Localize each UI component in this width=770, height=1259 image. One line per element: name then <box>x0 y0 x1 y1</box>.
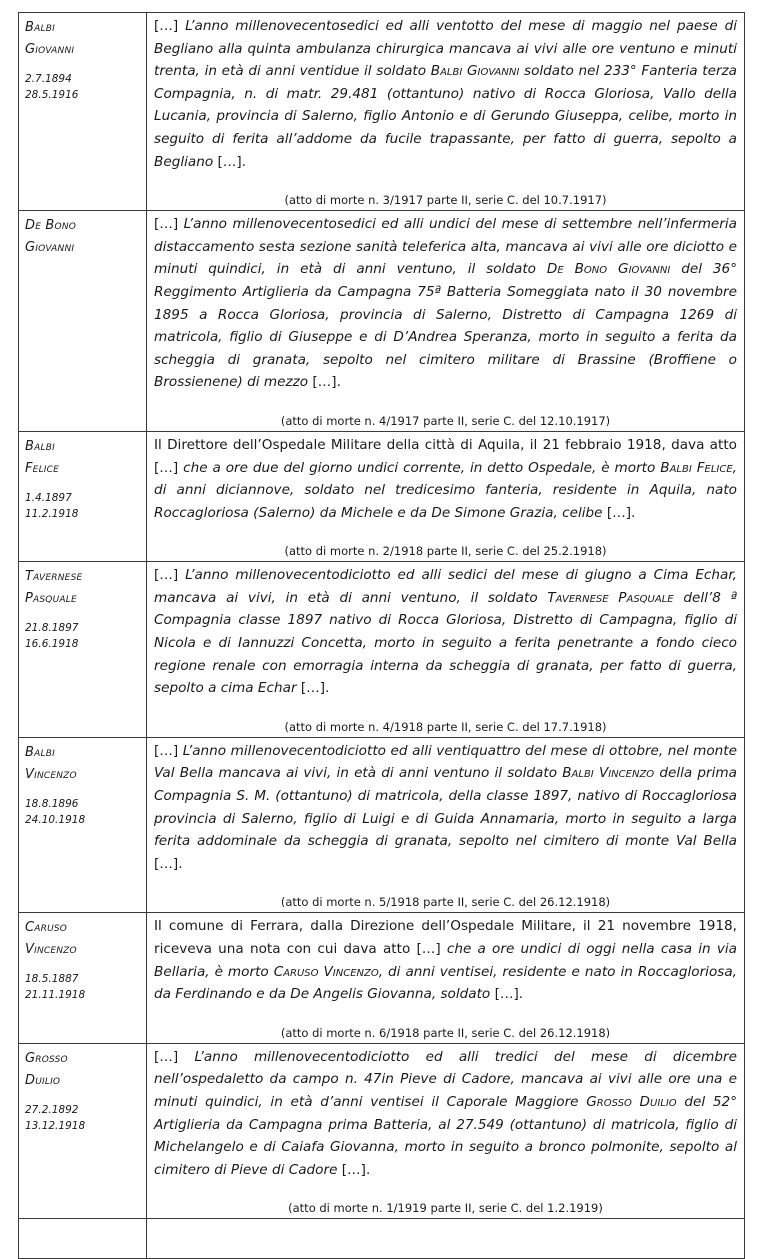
death-record-text <box>154 915 737 1005</box>
record-text-segment: […] <box>154 216 184 233</box>
record-text-segment: L’anno millenovecentosedici ed alli ventotto del mese di maggio nel paese di Begliano alla quinta ambulanza chirurgica mancava ai vivi alle ore ventuno e minuti trenta, in età di anni ventidue il soldato <box>154 18 737 80</box>
death-act-reference: (atto di morte n. 2/1918 parte II, serie C. del 25.2.1918) <box>284 544 607 559</box>
soldier-name <box>25 215 140 259</box>
surname: Caruso <box>25 920 68 936</box>
record-row <box>19 211 745 432</box>
death-record-text <box>154 15 737 173</box>
record-text-cell <box>147 913 745 1043</box>
record-text-cell <box>147 1043 745 1219</box>
record-row <box>19 913 745 1043</box>
death-record-text <box>154 740 737 876</box>
record-text-segment: […]. <box>308 374 341 391</box>
record-text-cell <box>147 431 745 561</box>
death-date: 16.6.1918 <box>25 638 79 651</box>
record-text-segment: che a ore undici di oggi nella casa in via Bellaria, è morto <box>154 941 737 980</box>
given-name: Duilio <box>25 1072 61 1088</box>
given-name: Vincenzo <box>25 766 77 782</box>
soldier-name <box>25 566 140 610</box>
given-name: Giovanni <box>25 42 75 57</box>
record-row <box>19 1043 745 1219</box>
record-text-segment: Tavernese Pasquale <box>547 589 674 606</box>
record-text-segment: […]. <box>337 1161 371 1178</box>
record-text-segment: del 52° Artiglieria da Campagna prima Batteria, al 27.549 (ottantuno) di matricola, figlio di Michelangelo e di Caiafa Giovanna, morto in seguito a bronco polmonite, sepolto al cimitero di Pieve di Cadore <box>154 1093 737 1178</box>
record-text-segment: […]. <box>602 504 636 521</box>
soldier-name <box>25 1048 140 1092</box>
record-text-segment: De Bono Giovanni <box>546 261 671 278</box>
name-cell <box>19 211 147 432</box>
life-dates <box>25 71 140 103</box>
given-name: Felice <box>25 460 60 476</box>
given-name: Vincenzo <box>25 942 77 958</box>
record-text-segment: Grosso Duilio <box>586 1093 677 1110</box>
record-text-cell <box>147 211 745 432</box>
record-text-segment: […] <box>154 567 186 584</box>
life-dates <box>25 490 140 522</box>
record-text-segment: Balbi Vincenzo <box>562 765 655 782</box>
record-text-segment: L’anno millenovecentodiciotto ed alli tredici del mese di dicembre nell’ospedaletto da campo n. 47in Pieve di Cadore, mancava ai vivi alle ore una e minuti quindici, in età d’anni ventisei il Caporale Maggiore <box>154 1048 737 1110</box>
name-cell <box>19 737 147 913</box>
record-text-segment: della prima Compagnia S. M. (ottantuno) di matricola, della classe 1897, nativo di Roccagloriosa provincia di Salerno, figlio di Luigi e di Guida Annamaria, morto in seguito a larga ferita addominale da scheggia di granata, sepolto nel cimitero di monte Val Bella <box>154 765 737 850</box>
record-row <box>19 431 745 561</box>
record-text-segment: […] <box>154 18 186 34</box>
record-text-segment: L’anno millenovecentosedici ed alli undici del mese di settembre nell’infermeria distaccamento sesta sezione sanità teleferica alta, mancava ai vivi alle ore diciotto e minuti quindici, in età di anni ventuno, il soldato <box>154 216 737 278</box>
soldier-name <box>25 17 140 61</box>
surname: Balbi <box>25 744 55 760</box>
record-text-segment: L’anno millenovecentodiciotto ed alli ventiquattro del mese di ottobre, nel monte Val Bella mancava ai vivi, in età di anni ventuno il soldato <box>154 742 737 782</box>
surname: Balbi <box>25 20 55 35</box>
death-record-text <box>154 213 737 394</box>
name-cell <box>19 431 147 561</box>
given-name: Pasquale <box>25 591 77 607</box>
birth-date: 27.2.1892 <box>25 1103 79 1116</box>
record-text-segment: […] <box>154 742 183 759</box>
record-text-segment: dell’8 ª Compagnia classe 1897 nativo di Rocca Gloriosa, Distretto di Campagna, figlio di Nicola e di Iannuzzi Concetta, morto in seguito a ferita penetrante a fondo cieco regione renale con emorragia interna da scheggia di granata, per fatto di guerra, sepolto a cima Echar <box>154 589 737 697</box>
death-record-text <box>154 434 737 524</box>
surname: Balbi <box>25 438 55 454</box>
record-text-segment: L’anno millenovecentodiciotto ed alli sedici del mese di giugno a Cima Echar, mancava ai vivi, in età di anni ventuno, il soldato <box>154 567 738 606</box>
life-dates <box>25 796 140 828</box>
record-text-segment: , di anni ventisei, residente e nato in Roccagloriosa, da Ferdinando e da De Angelis Giovanna, soldato <box>154 963 737 1003</box>
record-text-segment: che a ore due del giorno undici corrente, in detto Ospedale, è morto <box>183 459 661 476</box>
birth-date: 2.7.1894 <box>25 73 72 85</box>
name-cell <box>19 562 147 738</box>
death-act-reference: (atto di morte n. 4/1918 parte II, serie C. del 17.7.1918) <box>284 719 607 734</box>
empty-name-cell <box>19 1219 147 1259</box>
name-cell <box>19 1043 147 1219</box>
death-date: 24.10.1918 <box>25 813 86 826</box>
soldier-name <box>25 917 140 961</box>
record-text-segment: Balbi Felice <box>660 459 733 476</box>
empty-row <box>19 1219 745 1259</box>
death-act-reference: (atto di morte n. 5/1918 parte II, serie C. del 26.12.1918) <box>280 895 611 910</box>
table-body <box>19 13 745 1259</box>
birth-date: 1.4.1897 <box>25 491 72 504</box>
death-act-reference: (atto di morte n. 4/1917 parte II, serie C. del 12.10.1917) <box>280 413 611 428</box>
record-row <box>19 13 745 211</box>
life-dates <box>25 971 140 1003</box>
life-dates <box>25 620 140 652</box>
record-text-segment: Balbi Giovanni <box>430 63 520 80</box>
soldier-name <box>25 742 140 786</box>
birth-date: 18.8.1896 <box>25 797 79 810</box>
record-text-segment: […]. <box>296 680 330 697</box>
death-date: 21.11.1918 <box>25 989 86 1002</box>
death-act-reference: (atto di morte n. 3/1917 parte II, serie C. del 10.7.1917) <box>284 193 607 208</box>
death-act-reference: (atto di morte n. 1/1919 parte II, serie C. del 1.2.1919) <box>288 1201 603 1216</box>
record-text-cell <box>147 13 745 211</box>
record-text-segment: Caruso Vincenzo <box>273 963 379 980</box>
soldier-name <box>25 436 140 480</box>
record-text-segment: soldato nel 233° Fanteria terza Compagnia, n. di matr. 29.481 (ottantuno) nativo di Rocca Gloriosa, Vallo della Lucania, provincia di Salerno, figlio Antonio e di Gerundo Giuseppa, celibe, morto in seguito di ferita all’addome da fucile trapassante, per fatto di guerra, sepolto a Begliano <box>154 63 738 170</box>
record-text-segment: del 36° Reggimento Artiglieria da Campagna 75ª Batteria Someggiata nato il 30 novembre 1895 a Rocca Gloriosa, provincia di Salerno, Distretto di Campagna 1269 di matricola, figlio di Giuseppe e di D’Andrea Speranza, morto in seguito a ferita da scheggia di granata, sepolto nel cimitero militare di Brassine (Broffiene o Brossienene) di mezzo <box>154 261 737 391</box>
record-text-segment: […]. <box>490 986 524 1003</box>
surname: Tavernese <box>25 569 83 585</box>
record-text-segment: Il Direttore dell’Ospedale Militare della città di Aquila, il 21 febbraio 1918, dava atto […] <box>154 436 737 476</box>
name-cell <box>19 913 147 1043</box>
record-text-cell <box>147 737 745 913</box>
birth-date: 18.5.1887 <box>25 973 79 986</box>
surname: Grosso <box>25 1050 68 1066</box>
given-name: Giovanni <box>25 240 75 256</box>
death-records-table <box>18 12 745 1259</box>
record-row <box>19 562 745 738</box>
life-dates <box>25 1102 140 1134</box>
record-text-segment: […] <box>154 1048 195 1065</box>
name-cell <box>19 13 147 211</box>
record-text-segment: Il comune di Ferrara, dalla Direzione dell’Ospedale Militare, il 21 novembre 1918, riceveva una nota con cui dava atto […] <box>154 918 737 957</box>
death-date: 13.12.1918 <box>25 1119 86 1132</box>
record-text-segment: […]. <box>213 153 246 170</box>
surname: De Bono <box>25 218 77 234</box>
death-record-text <box>154 564 737 700</box>
record-text-segment: […]. <box>154 855 183 872</box>
record-text-segment: , di anni diciannove, soldato nel tredicesimo fanteria, residente in Aquila, nato Roccagloriosa (Salerno) da Michele e da De Simone Grazia, celibe <box>154 459 737 521</box>
death-date: 28.5.1916 <box>25 89 79 101</box>
death-date: 11.2.1918 <box>25 507 79 520</box>
death-record-text <box>154 1046 737 1182</box>
record-text-cell <box>147 562 745 738</box>
death-act-reference: (atto di morte n. 6/1918 parte II, serie C. del 26.12.1918) <box>280 1025 611 1040</box>
empty-text-cell <box>147 1219 745 1259</box>
birth-date: 21.8.1897 <box>25 622 79 635</box>
record-row <box>19 737 745 913</box>
